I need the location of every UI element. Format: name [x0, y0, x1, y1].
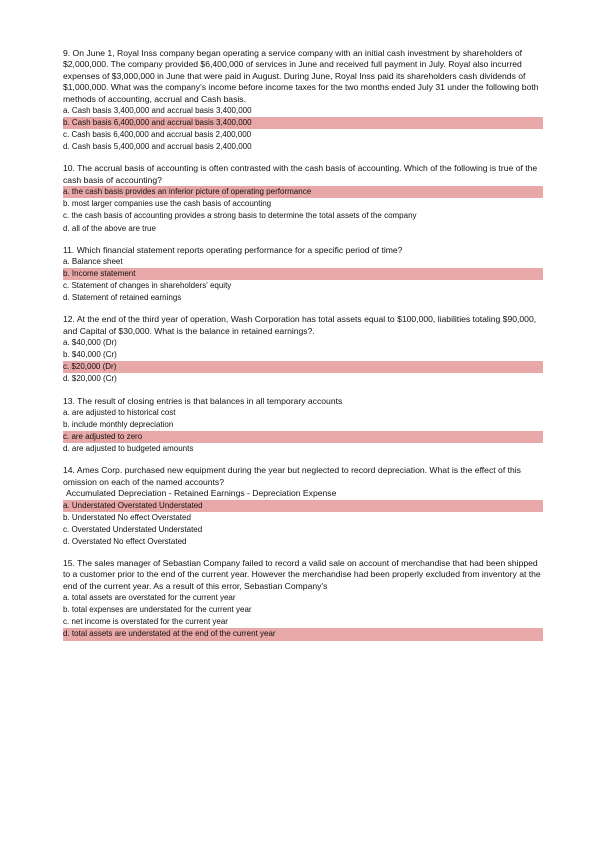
question-text: 14. Ames Corp. purchased new equipment during the year but neglected to record depreciation. What is the effect of this omission on each of the named accounts? [63, 465, 521, 487]
answer-option: d. Overstated No effect Overstated [63, 536, 187, 546]
question-13 [63, 396, 543, 456]
answer-options [63, 592, 543, 640]
highlighted-answer-option: c. are adjusted to zero [63, 431, 543, 443]
question-12 [63, 314, 543, 385]
answer-option: b. total expenses are understated for the current year [63, 605, 252, 615]
answer-option: b. $40,000 (Cr) [63, 350, 117, 360]
answer-option: c. Overstated Understated Understated [63, 524, 203, 534]
answer-option: a. Cash basis 3,400,000 and accrual basis 3,400,000 [63, 106, 252, 116]
answer-option: d. Statement of retained earnings [63, 293, 182, 303]
answer-option: a. total assets are overstated for the current year [63, 593, 236, 603]
answer-option: d. are adjusted to budgeted amounts [63, 444, 194, 454]
question-15 [63, 558, 543, 641]
question-9 [63, 48, 543, 153]
question-text: 13. The result of closing entries is that balances in all temporary accounts [63, 395, 343, 406]
question-list [63, 48, 543, 651]
answer-options [63, 256, 543, 304]
question-text: 9. On June 1, Royal Inss company began operating a service company with an initial cash investment by shareholders of $2,000,000. The company provided $6,400,000 of services in June and received full payment in July. Royal also incurred expenses of $3,000,000 in June that were paid in August. During June, Royal Inss paid its shareholders cash dividends of $1,000,000. What was the company's income before income taxes for the two months ended July 31 under the following both methods of accounting, accrual and Cash basis. [63, 48, 539, 104]
highlighted-answer-option: a. Understated Overstated Understated [63, 500, 543, 512]
answer-option: a. Balance sheet [63, 257, 123, 266]
highlighted-answer-option: a. the cash basis provides an inferior picture of operating performance [63, 186, 543, 198]
highlighted-answer-option: b. Cash basis 6,400,000 and accrual basis 3,400,000 [63, 117, 543, 129]
answer-option: c. Statement of changes in shareholders' equity [63, 281, 232, 291]
answer-options [63, 105, 543, 153]
answer-option: b. include monthly depreciation [63, 420, 174, 430]
answer-option: c. Cash basis 6,400,000 and accrual basis 2,400,000 [63, 130, 252, 140]
question-text: 12. At the end of the third year of operation, Wash Corporation has total assets equal to $100,000, liabilities totaling $90,000, and Capital of $30,000. What is the balance in retained earnings?. [63, 314, 537, 336]
answer-option: d. Cash basis 5,400,000 and accrual basis 2,400,000 [63, 142, 252, 152]
answer-option: a. are adjusted to historical cost [63, 407, 176, 417]
answer-options [63, 500, 543, 548]
question-text: 15. The sales manager of Sebastian Company failed to record a valid sale on account of merchandise that had been shipped to a customer prior to the end of the current year. However the merchandise had been properly excluded from inventory at the end of the current year. As a result of this error, Sebastian Company's [63, 557, 541, 591]
answer-option: d. $20,000 (Cr) [63, 374, 117, 384]
answer-options [63, 407, 543, 455]
answer-options [63, 337, 543, 385]
answer-option: c. the cash basis of accounting provides a strong basis to determine the total assets of the company [63, 211, 417, 221]
answer-option: c. net income is overstated for the current year [63, 617, 228, 627]
answer-options [63, 186, 543, 234]
answer-option: b. Understated No effect Overstated [63, 512, 191, 522]
question-text: 11. Which financial statement reports operating performance for a specific period of time? [63, 244, 403, 255]
question-10 [63, 163, 543, 234]
answer-option: a. $40,000 (Dr) [63, 338, 117, 348]
question-text: 10. The accrual basis of accounting is often contrasted with the cash basis of accounting. Which of the following is true of the cash basis of accounting? [63, 163, 538, 185]
question-11 [63, 245, 543, 305]
answer-option: b. most larger companies use the cash basis of accounting [63, 199, 272, 209]
question-14 [63, 465, 543, 548]
answer-option: d. all of the above are true [63, 223, 156, 233]
highlighted-answer-option: b. Income statement [63, 268, 543, 280]
question-subtext: Accumulated Depreciation - Retained Earnings - Depreciation Expense [66, 488, 337, 499]
highlighted-answer-option: d. total assets are understated at the end of the current year [63, 628, 543, 640]
highlighted-answer-option: c. $20,000 (Dr) [63, 361, 543, 373]
